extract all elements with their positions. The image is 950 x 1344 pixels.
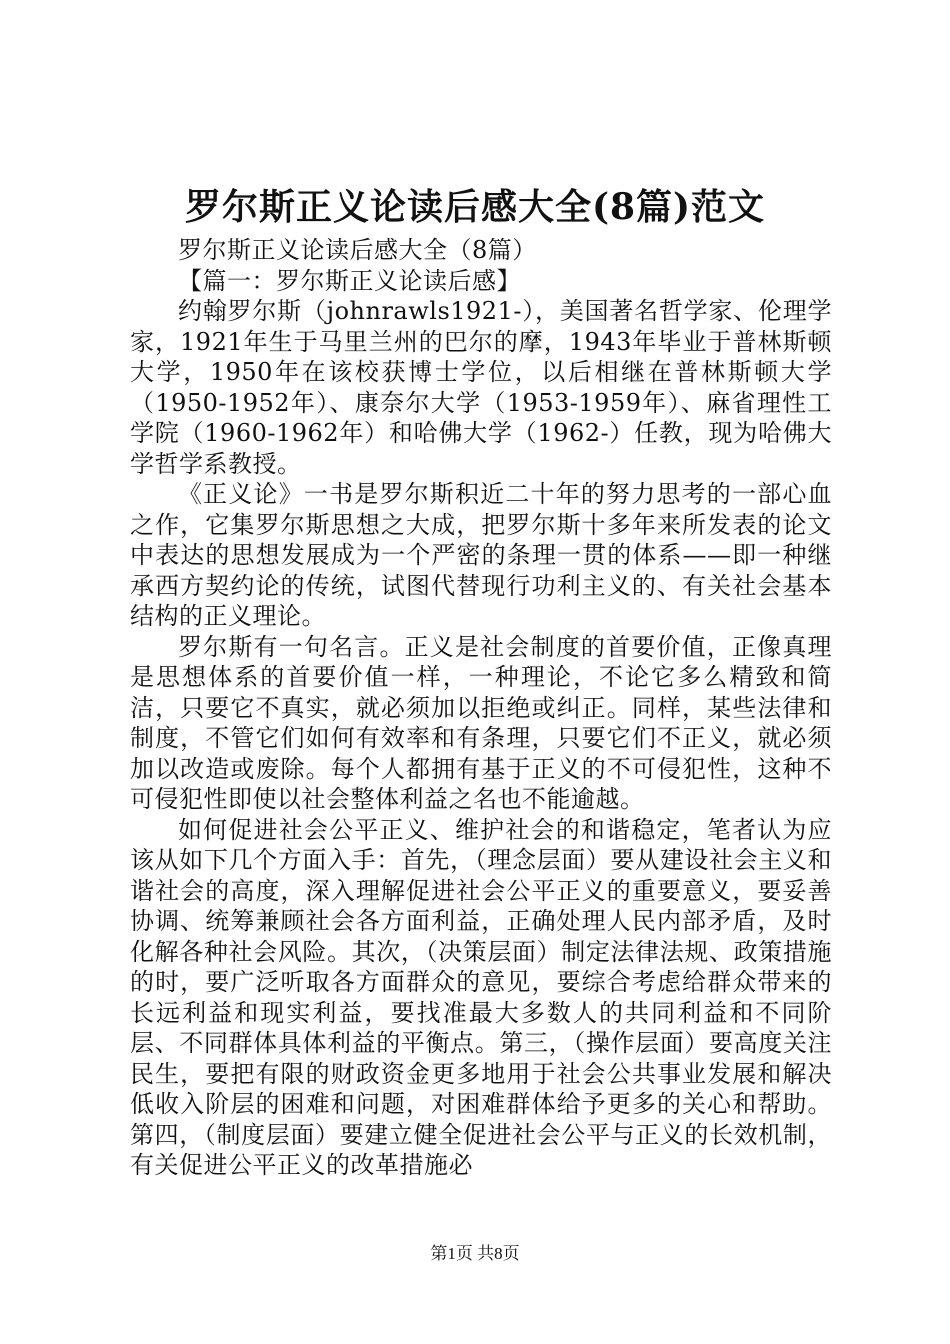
paragraph-famous-quote: 罗尔斯有一句名言。正义是社会制度的首要价值，正像真理是思想体系的首要价值一样，一种理论，不论它多么精致和简洁，只要它不真实，就必须加以拒绝或纠正。同样，某些法律和制度，不管它们如何有效率和有条理，只要它们不正义，就必须加以改造或废除。每个人都拥有基于正义的不可侵犯性，这种不可侵犯性即使以社会整体利益之名也不能逾越。 (130, 632, 832, 813)
paragraph-section-heading: 【篇一：罗尔斯正义论读后感】 (178, 266, 521, 295)
paragraph-book-intro: 《正义论》一书是罗尔斯积近二十年的努力思考的一部心血之作，它集罗尔斯思想之大成，把罗尔斯十多年来所发表的论文中表达的思想发展成为一个严密的条理一贯的体系——即一种继承西方契约论的传统，试图代替现行功利主义的、有关社会基本结构的正义理论。 (130, 480, 832, 630)
paragraph-promote-justice: 如何促进社会公平正义、维护社会的和谐稳定，笔者认为应该从如下几个方面入手：首先，（理念层面）要从建设社会主义和谐社会的高度，深入理解促进社会公平正义的重要意义，要妥善协调、统筹兼顾社会各方面利益，正确处理人民内部矛盾，及时化解各种社会风险。其次，（决策层面）制定法律法规、政策措施的时，要广泛听取各方面群众的意见，要综合考虑给群众带来的长远利益和现实利益，要找准最大多数人的共同利益和不同阶层、不同群体具体利益的平衡点。第三，（操作层面）要高度关注民生，要把有限的财政资金更多地用于社会公共事业发展和解决低收入阶层的困难和问题，对困难群体给予更多的关心和帮助。第四，（制度层面）要建立健全促进社会公平与正义的长效机制，有关促进公平正义的改革措施必 (130, 815, 832, 1179)
page-number-footer: 第1页 共8页 (430, 1244, 520, 1263)
document-body (130, 235, 832, 1181)
document-title: 罗尔斯正义论读后感大全(8篇)范文 (184, 186, 766, 228)
paragraph-subtitle: 罗尔斯正义论读后感大全（8篇） (178, 236, 537, 264)
paragraph-author-intro: 约翰罗尔斯（johnrawls1921-），美国著名哲学家、伦理学家，1921年生于马里兰州的巴尔的摩，1943年毕业于普林斯顿大学，1950年在该校获博士学位，以后相继在普林斯顿大学（1950-1952年）、康奈尔大学（1953-1959年）、麻省理性工学院（1960-1962年）和哈佛大学（1962-）任教，现为哈佛大学哲学系教授。 (130, 297, 832, 478)
